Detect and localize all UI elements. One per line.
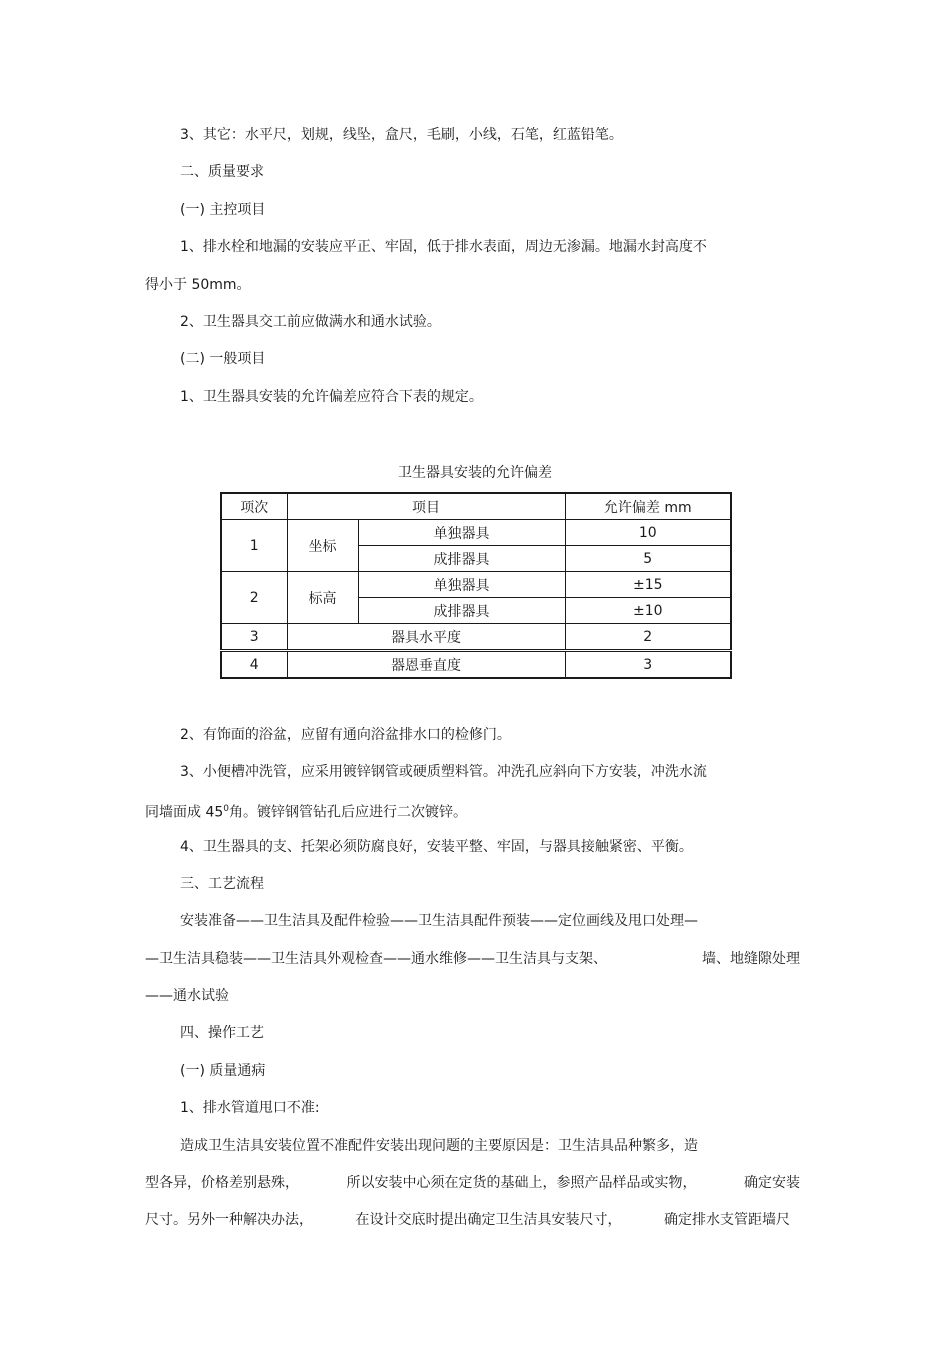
row-no: 3 [221, 624, 287, 651]
para-process-line1: 安装准备——卫生洁具及配件检验——卫生洁具配件预装——定位画线及甩口处理— [180, 913, 698, 929]
tolerance-table [220, 492, 732, 679]
row-no: 4 [221, 651, 287, 679]
row-sub: 成排器具 [358, 598, 565, 624]
header-tolerance: 允许偏差 mm [565, 493, 731, 520]
para-cause-line1: 造成卫生洁具安装位置不准配件安装出现问题的主要原因是：卫生洁具品种繁多，造 [180, 1138, 698, 1154]
table-row [221, 520, 731, 546]
table-row [221, 572, 731, 598]
row-sub: 成排器具 [358, 546, 565, 572]
para-urinal-line2 [145, 800, 467, 822]
row-group: 标高 [287, 572, 358, 624]
para-cause-line3 [145, 1211, 790, 1229]
para-test: 2、卫生器具交工前应做满水和通水试验。 [180, 314, 441, 330]
row-value: ±10 [565, 598, 731, 624]
subheading-common-defects: (一) 质量通病 [180, 1063, 266, 1079]
section-heading-quality: 二、质量要求 [180, 164, 264, 180]
cause-text-c: 确定安装 [744, 1175, 800, 1191]
row-no: 1 [221, 520, 287, 572]
cause-text-d: 尺寸。另外一种解决办法， [145, 1212, 313, 1228]
row-item: 器恩垂直度 [287, 651, 565, 679]
angle-text-rest: 角。镀锌钢管钻孔后应进行二次镀锌。 [229, 804, 467, 821]
row-no: 2 [221, 572, 287, 624]
cause-text-a: 型各异，价格差别悬殊， [145, 1175, 299, 1191]
row-item: 器具水平度 [287, 624, 565, 651]
para-process-line2 [145, 950, 800, 968]
cause-text-e: 在设计交底时提出确定卫生洁具安装尺寸， [355, 1212, 622, 1228]
subheading-general: (二) 一般项目 [180, 351, 266, 367]
table-header-row [221, 493, 731, 520]
process-text-end: 墙、地缝隙处理 [702, 951, 800, 967]
para-drain-offset: 1、排水管道甩口不准: [180, 1100, 320, 1116]
para-tools: 3、其它：水平尺，划规，线坠，盒尺，毛刷，小线，石笔，红蓝铅笔。 [180, 127, 623, 143]
row-sub: 单独器具 [358, 572, 565, 598]
table-row [221, 624, 731, 651]
para-urinal-line1: 3、小便槽冲洗管，应采用镀锌钢管或硬质塑料管。冲洗孔应斜向下方安装，冲洗水流 [180, 764, 707, 780]
row-value: ±15 [565, 572, 731, 598]
para-bathtub: 2、有饰面的浴盆，应留有通向浴盆排水口的检修门。 [180, 727, 511, 743]
para-drain-line1: 1、排水栓和地漏的安装应平正、牢固，低于排水表面，周边无渗漏。地漏水封高度不 [180, 239, 707, 255]
para-brackets: 4、卫生器具的支、托架必须防腐良好，安装平整、牢固，与器具接触紧密、平衡。 [180, 839, 693, 855]
cause-text-b: 所以安装中心须在定货的基础上，参照产品样品或实物， [346, 1175, 697, 1191]
row-value: 10 [565, 520, 731, 546]
section-heading-operation: 四、操作工艺 [180, 1025, 264, 1041]
row-group: 坐标 [287, 520, 358, 572]
row-sub: 单独器具 [358, 520, 565, 546]
cause-text-f: 确定排水支管距墙尺 [664, 1212, 790, 1228]
process-text: —卫生洁具稳装——卫生洁具外观检查——通水维修——卫生洁具与支架、 [145, 951, 607, 967]
degree-mark: 0 [223, 804, 229, 814]
row-value: 5 [565, 546, 731, 572]
header-item: 项目 [287, 493, 565, 520]
para-cause-line2 [145, 1174, 800, 1192]
table-row [221, 651, 731, 679]
row-value: 3 [565, 651, 731, 679]
angle-text: 同墙面成 45 [145, 804, 224, 821]
section-heading-process: 三、工艺流程 [180, 876, 264, 892]
para-table-intro: 1、卫生器具安装的允许偏差应符合下表的规定。 [180, 389, 483, 405]
row-value: 2 [565, 624, 731, 651]
subheading-main-control: (一) 主控项目 [180, 202, 266, 218]
header-no: 项次 [221, 493, 287, 520]
para-drain-line2: 得小于 50mm。 [145, 277, 251, 293]
para-process-line3: ——通水试验 [145, 988, 229, 1004]
table-caption: 卫生器具安装的允许偏差 [398, 465, 552, 481]
